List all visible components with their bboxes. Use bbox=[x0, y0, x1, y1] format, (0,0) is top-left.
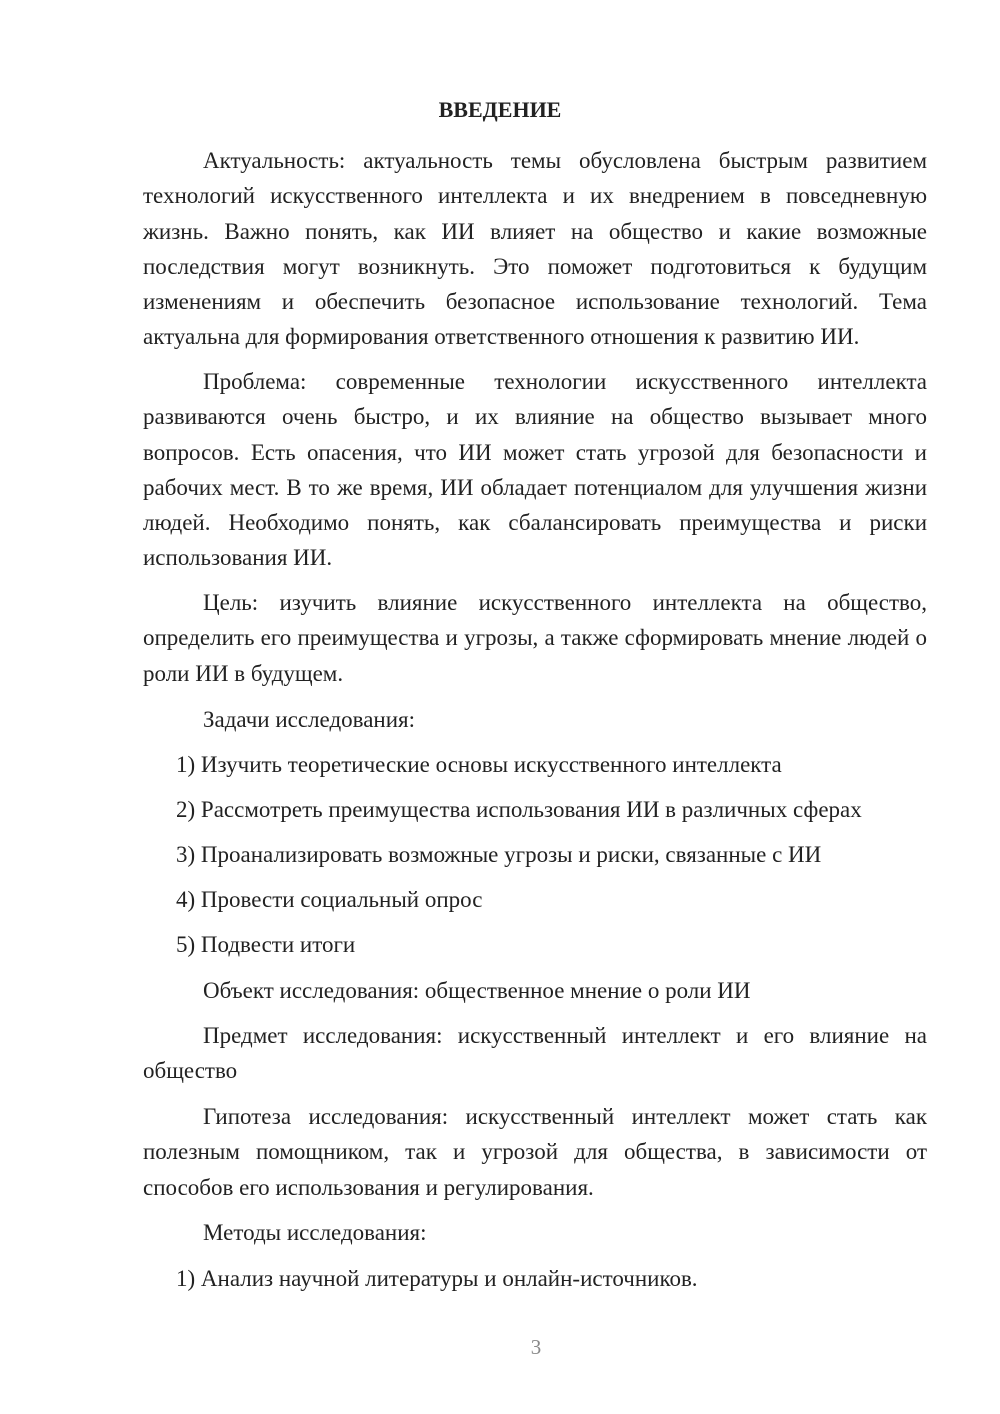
page-number: 3 bbox=[530, 1335, 542, 1359]
relevance-paragraph: Актуальность: актуальность темы обусловлена быстрым развитием технологий искусственного интеллекта и их внедрением в повседневную жизнь. Важно понять, как ИИ влияет на общество и какие возможные последствия могут возникнуть. Это поможет подготовиться к будущим изменениям и обеспечить безопасное использование технологий. Тема актуальна для формирования ответственного отношения к развитию ИИ. bbox=[143, 148, 927, 350]
methods-heading: Методы исследования: bbox=[203, 1220, 427, 1245]
object-line: Объект исследования: общественное мнение о роли ИИ bbox=[203, 978, 751, 1003]
task-item: 2) Рассмотреть преимущества использования ИИ в различных сферах bbox=[176, 797, 862, 822]
subject-paragraph: Предмет исследования: искусственный интеллект и его влияние на общество bbox=[143, 1023, 927, 1084]
hypothesis-paragraph: Гипотеза исследования: искусственный интеллект может стать как полезным помощником, так и угрозой для общества, в зависимости от способов его использования и регулирования. bbox=[143, 1104, 927, 1200]
task-item: 3) Проанализировать возможные угрозы и риски, связанные с ИИ bbox=[176, 842, 822, 867]
section-heading: ВВЕДЕНИЕ bbox=[438, 97, 562, 122]
method-item: 1) Анализ научной литературы и онлайн-источников. bbox=[176, 1266, 698, 1291]
tasks-heading: Задачи исследования: bbox=[203, 707, 416, 732]
goal-paragraph: Цель: изучить влияние искусственного интеллекта на общество, определить его преимущества и угрозы, а также сформировать мнение людей о роли ИИ в будущем. bbox=[143, 590, 927, 686]
task-item: 5) Подвести итоги bbox=[176, 932, 356, 957]
task-item: 1) Изучить теоретические основы искусственного интеллекта bbox=[176, 752, 782, 777]
task-item: 4) Провести социальный опрос bbox=[176, 887, 483, 912]
problem-paragraph: Проблема: современные технологии искусственного интеллекта развиваются очень быстро, и их влияние на общество вызывает много вопросов. Есть опасения, что ИИ может стать угрозой для безопасности и рабочих мест. В то же время, ИИ обладает потенциалом для улучшения жизни людей. Необходимо понять, как сбалансировать преимущества и риски использования ИИ. bbox=[143, 369, 927, 571]
